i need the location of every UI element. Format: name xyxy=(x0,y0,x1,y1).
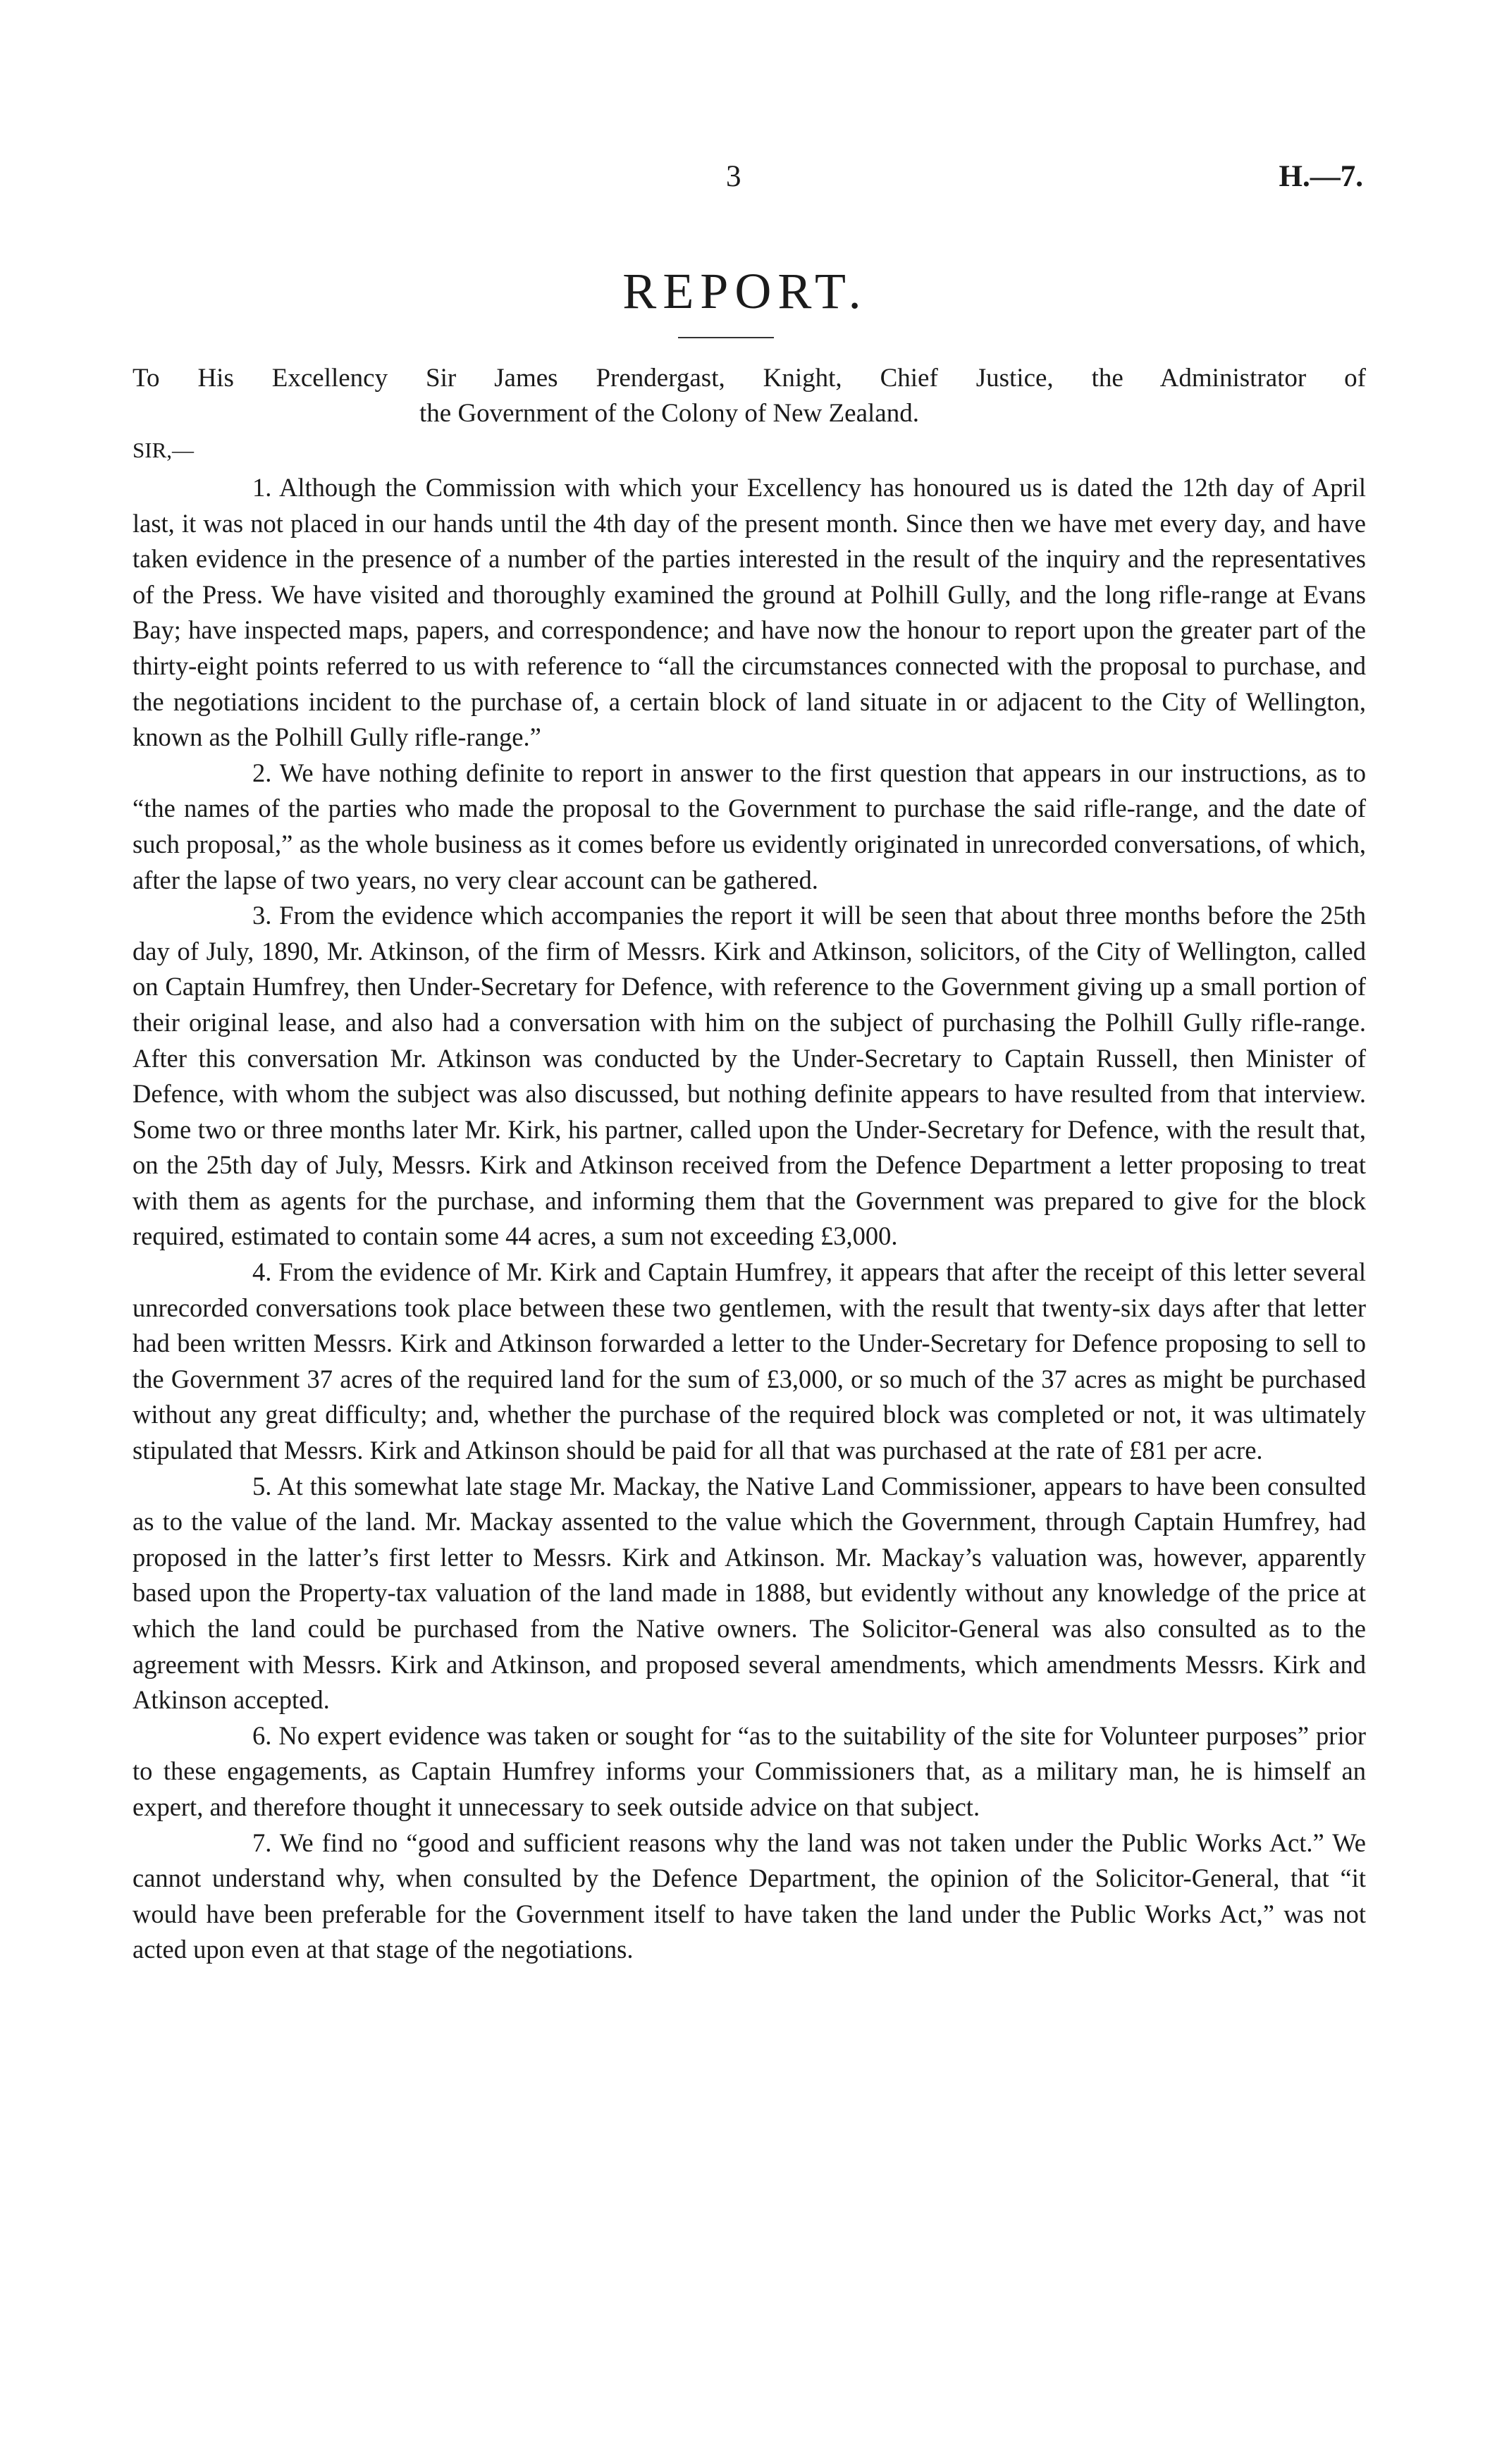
page-number: 3 xyxy=(726,160,741,193)
salutation: SIR,— xyxy=(133,438,194,462)
address-line-1: To His Excellency Sir James Prendergast, Knight, Chief Justice, the Administrator of xyxy=(133,364,1366,393)
title-rule xyxy=(678,337,774,338)
paragraph-7: 7. We find no “good and sufficient reasons why the land was not taken under the Public Works Act.” We cannot understand why, when consulted by the Defence Department, the opinion of the Solicitor-General, that “it would have been preferable for the Government itself to have taken the land under the Public Works Act,” was not acted upon even at that stage of the negotiations. xyxy=(133,1828,1366,1964)
paragraph-3: 3. From the evidence which accompanies the report it will be seen that about three months before the 25th day of July, 1890, Mr. Atkinson, of the firm of Messrs. Kirk and Atkinson, solicitors, of the City of Wellington, called on Captain Humfrey, then Under-Secretary for Defence, with reference to the Government giving up a small portion of their original lease, and also had a conversation with him on the subject of purchasing the Polhill Gully rifle-range. After this conversation Mr. Atkinson was conducted by the Under-Secretary to Captain Russell, then Minister of Defence, with whom the subject was also discussed, but nothing definite appears to have resulted from that interview. Some two or three months later Mr. Kirk, his partner, called upon the Under-Secretary for Defence, with the result that, on the 25th day of July, Messrs. Kirk and Atkinson received from the Defence Department a letter proposing to treat with them as agents for the purchase, and informing them that the Government was prepared to give for the block required, estimated to contain some 44 acres, a sum not exceeding £3,000. xyxy=(133,901,1366,1251)
paragraph-2: 2. We have nothing definite to report in answer to the first question that appears in our instructions, as to “the names of the parties who made the proposal to the Government to purchase the said rifle-range, and the date of such proposal,” as the whole business as it comes before us evidently originated in unrecorded conversations, of which, after the lapse of two years, no very clear account can be gathered. xyxy=(133,758,1366,894)
paragraph-5: 5. At this somewhat late stage Mr. Mackay, the Native Land Commissioner, appears to have been consulted as to the value of the land. Mr. Mackay assented to the value which the Government, through Captain Humfrey, had proposed in the latter’s first letter to Messrs. Kirk and Atkinson. Mr. Mackay’s valuation was, however, apparently based upon the Property-tax valuation of the land made in 1888, but evidently without any knowledge of the price at which the land could be purchased from the Native owners. The Solicitor-General was also consulted as to the agreement with Messrs. Kirk and Atkinson, and proposed several amendments, which amendments Messrs. Kirk and Atkinson accepted. xyxy=(133,1471,1366,1715)
report-title: REPORT. xyxy=(622,263,868,319)
report-body xyxy=(133,470,1366,1968)
paragraph-1: 1. Although the Commission with which your Excellency has honoured us is dated the 12th day of April last, it was not placed in our hands until the 4th day of the present month. Since then we have met every day, and have taken evidence in the presence of a number of the parties interested in the result of the inquiry and the representatives of the Press. We have visited and thoroughly examined the ground at Polhill Gully, and the long rifle-range at Evans Bay; have inspected maps, papers, and correspondence; and have now the honour to report upon the greater part of the thirty-eight points referred to us with reference to “all the circumstances connected with the proposal to purchase, and the negotiations incident to the purchase of, a certain block of land situate in or adjacent to the City of Wellington, known as the Polhill Gully rifle-range.” xyxy=(133,473,1366,752)
document-code: H.—7. xyxy=(1279,160,1363,193)
address-line-2: the Government of the Colony of New Zealand. xyxy=(419,399,919,428)
paragraph-6: 6. No expert evidence was taken or sought for “as to the suitability of the site for Volunteer purposes” prior to these engagements, as Captain Humfrey informs your Commissioners that, as a military man, he is himself an expert, and therefore thought it unnecessary to seek outside advice on that subject. xyxy=(133,1720,1366,1821)
paragraph-4: 4. From the evidence of Mr. Kirk and Captain Humfrey, it appears that after the receipt of this letter several unrecorded conversations took place between these two gentlemen, with the result that twenty-six days after that letter had been written Messrs. Kirk and Atkinson forwarded a letter to the Under-Secretary for Defence proposing to sell to the Government 37 acres of the required land for the sum of £3,000, or so much of the 37 acres as might be purchased without any great difficulty; and, whether the purchase of the required block was completed or not, it was ultimately stipulated that Messrs. Kirk and Atkinson should be paid for all that was purchased at the rate of £81 per acre. xyxy=(133,1257,1366,1465)
